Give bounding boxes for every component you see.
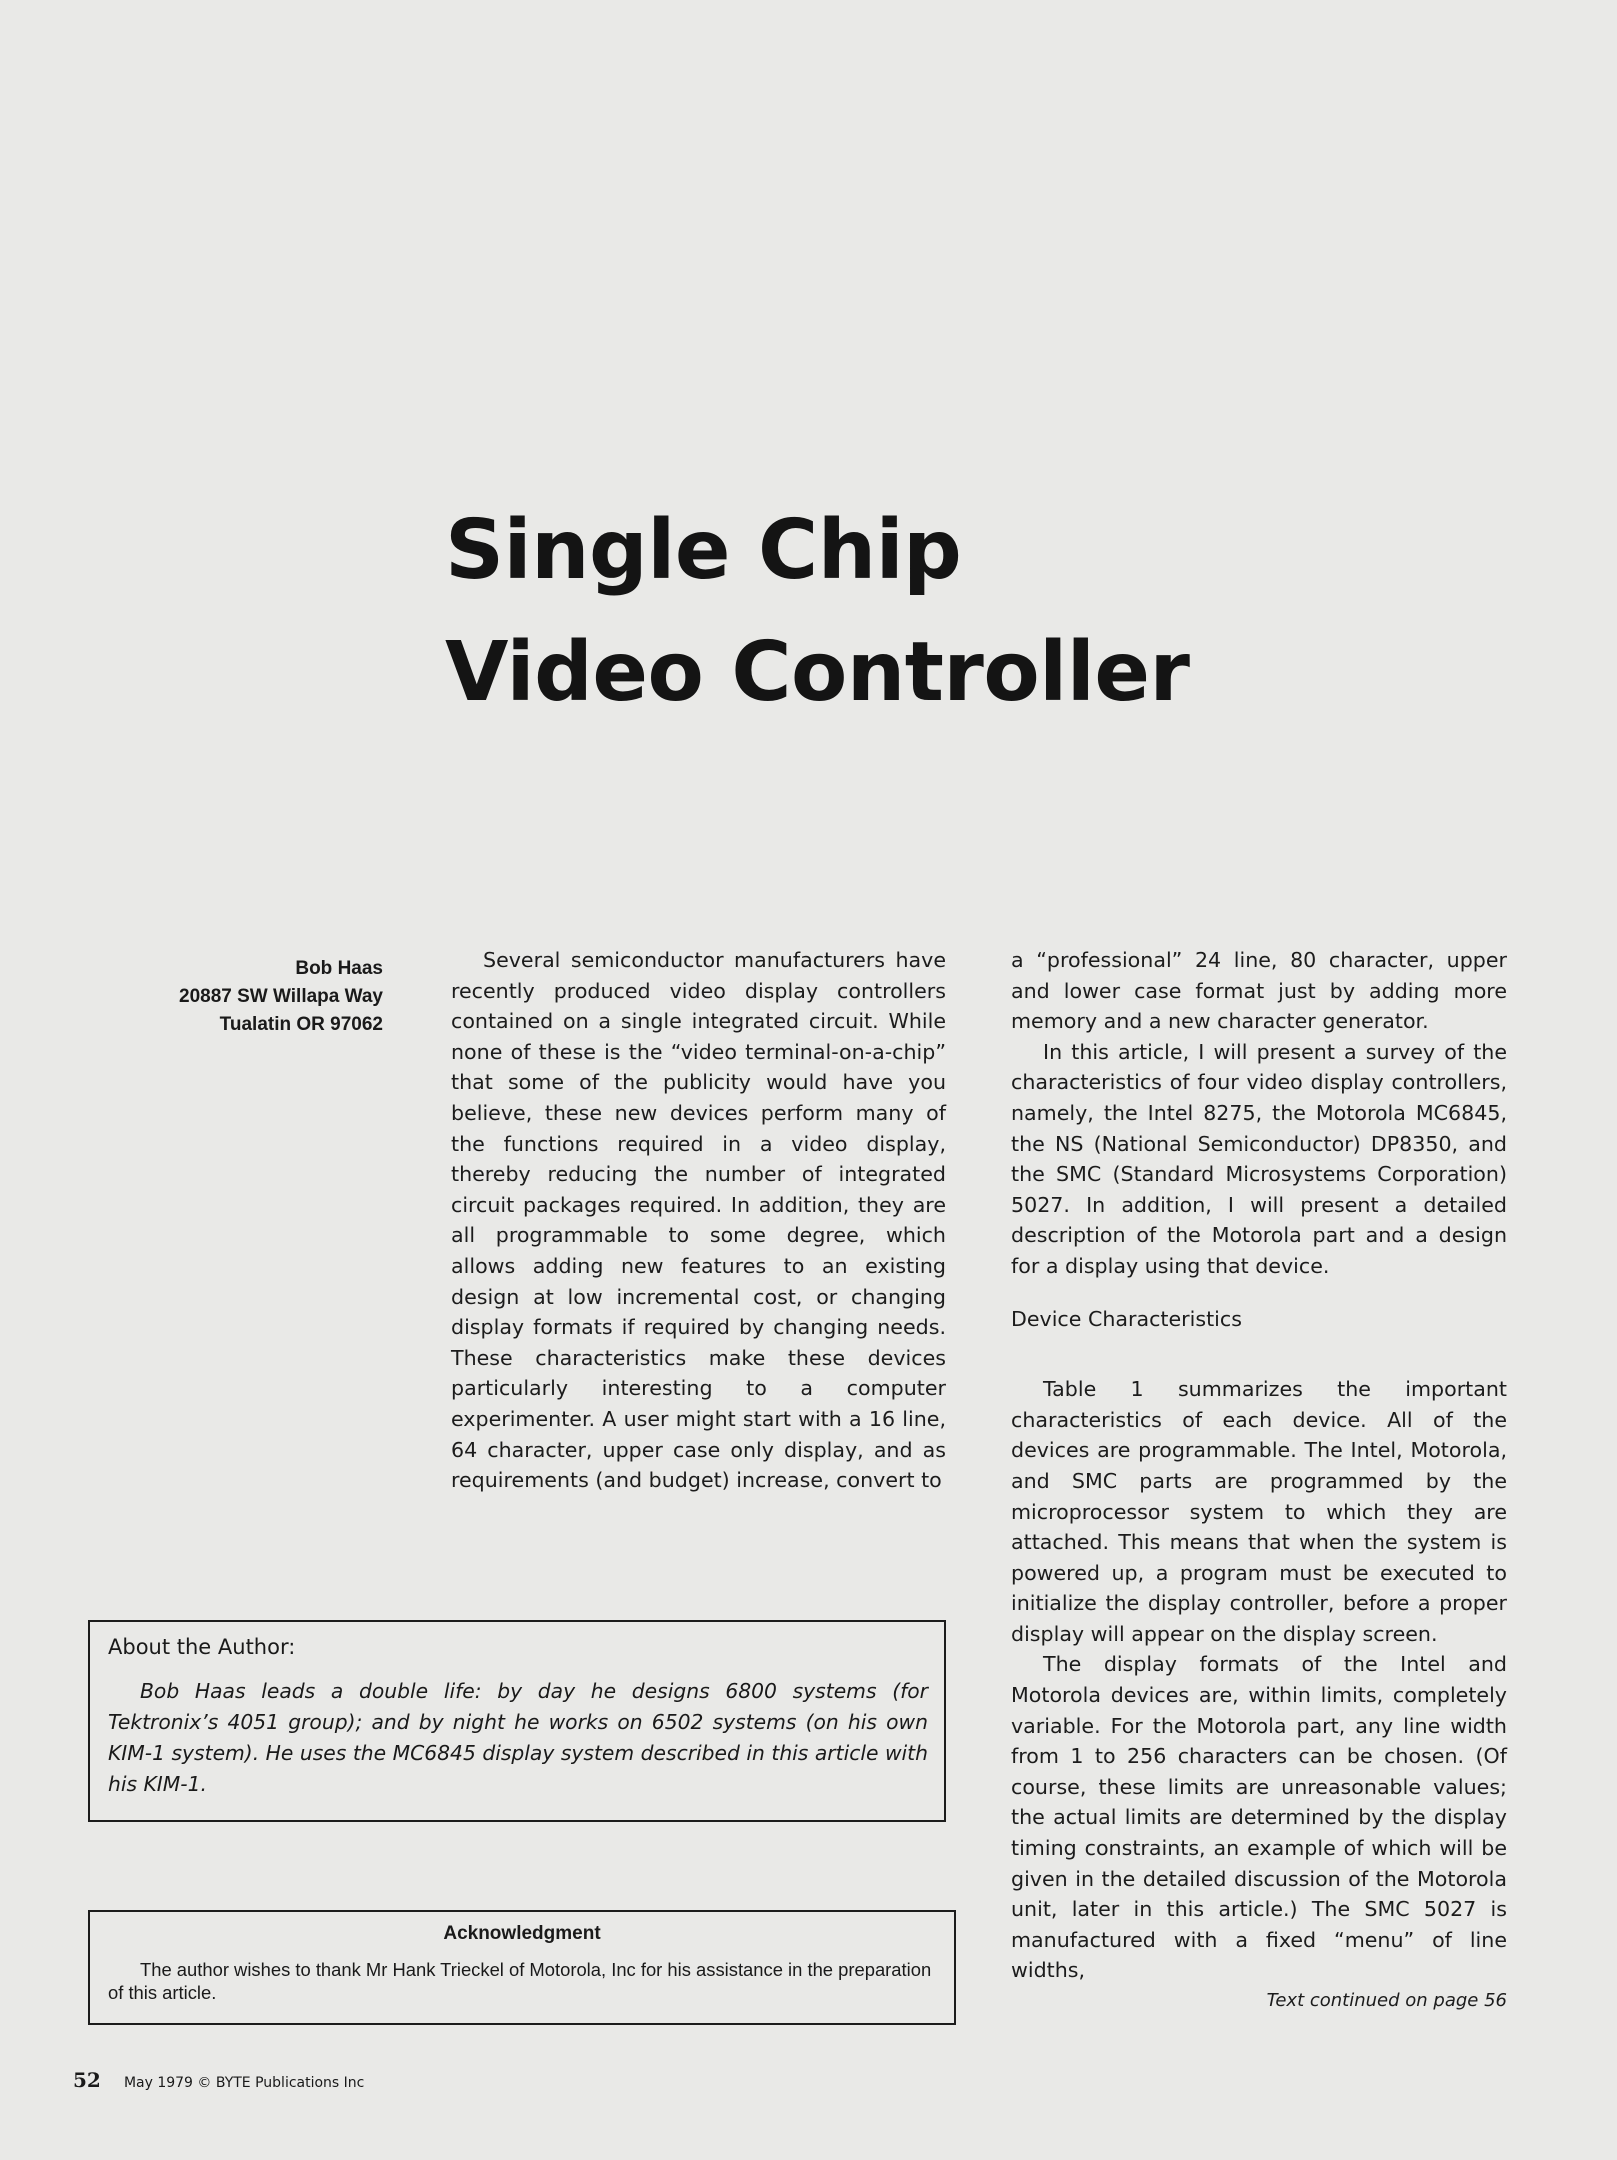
author-street: 20887 SW Willapa Way bbox=[179, 986, 383, 1007]
about-author-heading: About the Author: bbox=[108, 1635, 296, 1659]
continued-note: Text continued on page 56 bbox=[1266, 1990, 1507, 2011]
acknowledgment-text: The author wishes to thank Mr Hank Trieckel of Motorola, Inc for his assistance in the preparation of this article. bbox=[108, 1959, 932, 2003]
acknowledgment-box bbox=[88, 1910, 956, 2025]
body-paragraph-3: Table 1 summarizes the important characteristics of each device. All of the devices are programmable. The Intel, Motorola, and SMC parts are programmed by the microprocessor system to which they are attached. This means that when the system is powered up, a program must be executed to initialize the display controller, before a proper display will appear on the display screen. bbox=[1011, 1377, 1507, 1646]
body-paragraph-2: In this article, I will present a survey of the characteristics of four video display controllers, namely, the Intel 8275, the Motorola MC6845, the NS (National Semiconductor) DP8350, and the SMC (Standard Microsystems Corporation) 5027. In addition, I will present a detailed description of the Motorola part and a design for a display using that device. bbox=[1011, 1039, 1507, 1278]
body-paragraph-1: Several semiconductor manufacturers have recently produced video display controllers contained on a single integrated circuit. While none of these is the “video terminal-on-a-chip” that some of the publicity would have you believe, these new devices perform many of the functions required in a video display, thereby reducing the number of integrated circuit packages required. In addition, they are all programmable to some degree, which allows adding new features to an existing design at low incremental cost, or changing display formats if required by changing needs. These characteristics make these devices particularly interesting to a computer experimenter. A user might start with a 16 line, 64 character, upper case only display, and as requirements (and budget) increase, convert to bbox=[451, 948, 946, 1493]
author-byline bbox=[179, 955, 383, 1039]
author-name: Bob Haas bbox=[295, 958, 383, 979]
title-line-1: Single Chip bbox=[445, 503, 962, 598]
body-paragraph-1-continued: a “professional” 24 line, 80 character, upper and lower case format just by adding more memory and a new character generator. bbox=[1011, 948, 1507, 1034]
publication-credit: May 1979 © BYTE Publications Inc bbox=[123, 2075, 365, 2091]
acknowledgment-heading: Acknowledgment bbox=[443, 1923, 601, 1944]
about-author-box bbox=[88, 1620, 946, 1822]
title-line-2: Video Controller bbox=[445, 625, 1190, 720]
body-column-middle bbox=[451, 945, 946, 1496]
section-heading: Device Characteristics bbox=[1011, 1306, 1242, 1331]
page-number: 52 bbox=[73, 2068, 101, 2092]
body-paragraph-4: The display formats of the Intel and Motorola devices are, within limits, completely variable. For the Motorola part, any line width from 1 to 256 characters can be chosen. (Of course, these limits are unreasonable values; the actual limits are determined by the display timing constraints, an example of which will be given in the detailed discussion of the Motorola unit, later in this article.) The SMC 5027 is manufactured with a fixed “menu” of line widths, bbox=[1011, 1652, 1507, 1983]
body-column-right bbox=[1011, 945, 1507, 2016]
author-city: Tualatin OR 97062 bbox=[219, 1014, 383, 1035]
article-title bbox=[445, 490, 1189, 734]
about-author-text: Bob Haas leads a double life: by day he designs 6800 systems (for Tektronix’s 4051 group); and by night he works on 6502 systems (on his own KIM-1 system). He uses the MC6845 display system described in this article with his KIM-1. bbox=[108, 1679, 928, 1796]
page-footer bbox=[73, 2068, 364, 2092]
